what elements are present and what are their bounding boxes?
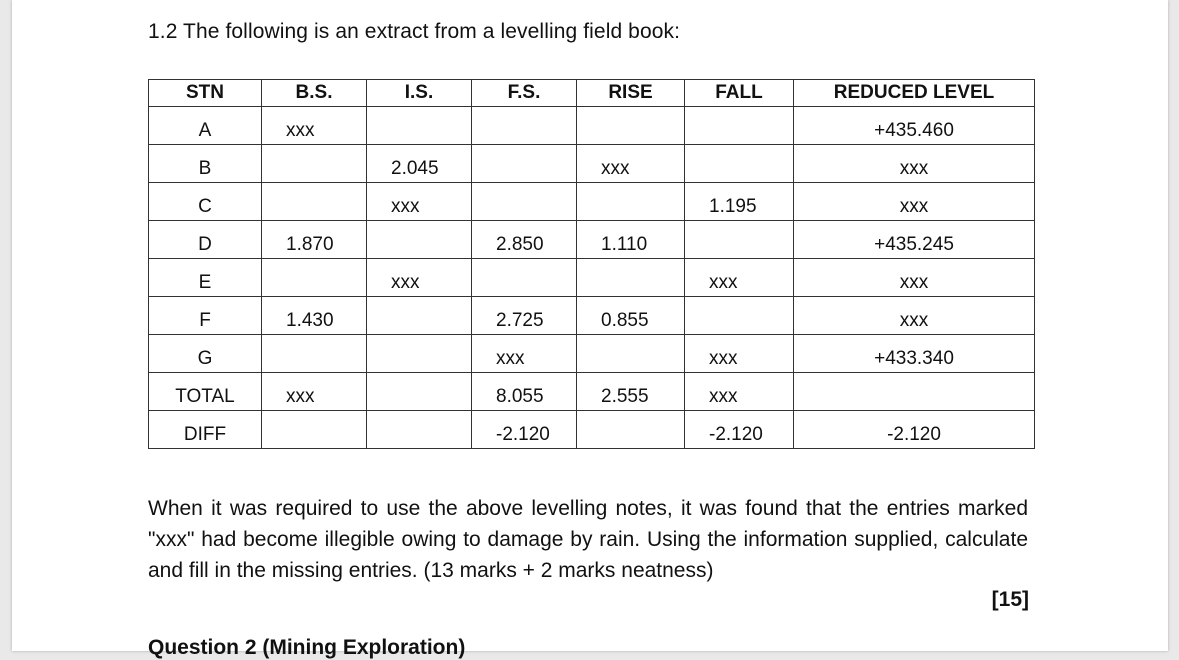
cell-stn: DIFF bbox=[149, 411, 262, 449]
header-rise: RISE bbox=[577, 80, 685, 107]
table-row-diff bbox=[149, 411, 1035, 449]
next-question-heading: Question 2 (Mining Exploration) bbox=[148, 636, 466, 659]
cell-stn: TOTAL bbox=[149, 373, 262, 411]
table-row bbox=[149, 335, 1035, 373]
cell-reduced-level: xxx bbox=[794, 259, 1035, 297]
cell-fs: 2.725 bbox=[472, 297, 577, 335]
table-row bbox=[149, 297, 1035, 335]
cell-bs bbox=[262, 183, 367, 221]
table-row bbox=[149, 259, 1035, 297]
cell-rise bbox=[577, 259, 685, 297]
cell-stn: A bbox=[149, 107, 262, 145]
cell-rise: 2.555 bbox=[577, 373, 685, 411]
cell-reduced-level: +435.460 bbox=[794, 107, 1035, 145]
cell-fs: xxx bbox=[472, 335, 577, 373]
cell-fs: -2.120 bbox=[472, 411, 577, 449]
cell-stn: B bbox=[149, 145, 262, 183]
header-stn: STN bbox=[149, 80, 262, 107]
cell-fall: xxx bbox=[685, 373, 794, 411]
cell-reduced-level bbox=[794, 373, 1035, 411]
cell-stn: D bbox=[149, 221, 262, 259]
cell-fall bbox=[685, 297, 794, 335]
header-is: I.S. bbox=[367, 80, 472, 107]
instructions-paragraph: When it was required to use the above levelling notes, it was found that the entries marked "xxx" had become illegible owing to damage by rain. Using the information supplied, calculate and fill in the missing entries. (13 marks + 2 marks neatness) bbox=[148, 497, 1028, 582]
cell-rise: 0.855 bbox=[577, 297, 685, 335]
cell-rise bbox=[577, 411, 685, 449]
cell-fall bbox=[685, 221, 794, 259]
levelling-field-book-table bbox=[148, 79, 1035, 449]
cell-bs: 1.870 bbox=[262, 221, 367, 259]
cell-fs bbox=[472, 259, 577, 297]
cell-rise bbox=[577, 335, 685, 373]
cell-is bbox=[367, 411, 472, 449]
cell-is bbox=[367, 335, 472, 373]
cell-fall: -2.120 bbox=[685, 411, 794, 449]
cell-reduced-level: xxx bbox=[794, 297, 1035, 335]
cell-fs: 8.055 bbox=[472, 373, 577, 411]
header-reduced-level: REDUCED LEVEL bbox=[794, 80, 1035, 107]
cell-stn: C bbox=[149, 183, 262, 221]
table-row bbox=[149, 107, 1035, 145]
document-page bbox=[12, 0, 1168, 659]
cell-bs: 1.430 bbox=[262, 297, 367, 335]
cell-reduced-level: +433.340 bbox=[794, 335, 1035, 373]
cell-rise: 1.110 bbox=[577, 221, 685, 259]
cell-rise bbox=[577, 107, 685, 145]
cell-is bbox=[367, 107, 472, 145]
cell-fs bbox=[472, 145, 577, 183]
table-header-row bbox=[149, 80, 1035, 107]
cell-fall bbox=[685, 107, 794, 145]
cell-stn: F bbox=[149, 297, 262, 335]
table-row bbox=[149, 221, 1035, 259]
cell-reduced-level: xxx bbox=[794, 183, 1035, 221]
cell-reduced-level: xxx bbox=[794, 145, 1035, 183]
header-fs: F.S. bbox=[472, 80, 577, 107]
cell-is bbox=[367, 221, 472, 259]
table-row bbox=[149, 183, 1035, 221]
cell-bs bbox=[262, 145, 367, 183]
cell-reduced-level: +435.245 bbox=[794, 221, 1035, 259]
header-bs: B.S. bbox=[262, 80, 367, 107]
cell-bs bbox=[262, 411, 367, 449]
table-row-total bbox=[149, 373, 1035, 411]
table-row bbox=[149, 145, 1035, 183]
cell-fs bbox=[472, 107, 577, 145]
cell-rise bbox=[577, 183, 685, 221]
cell-bs bbox=[262, 335, 367, 373]
cell-bs bbox=[262, 259, 367, 297]
cell-is: 2.045 bbox=[367, 145, 472, 183]
cell-is bbox=[367, 297, 472, 335]
cell-fs bbox=[472, 183, 577, 221]
header-fall: FALL bbox=[685, 80, 794, 107]
cell-bs: xxx bbox=[262, 373, 367, 411]
cell-fall: xxx bbox=[685, 259, 794, 297]
cell-is bbox=[367, 373, 472, 411]
cell-bs: xxx bbox=[262, 107, 367, 145]
cell-fall bbox=[685, 145, 794, 183]
cell-fall: 1.195 bbox=[685, 183, 794, 221]
cell-stn: G bbox=[149, 335, 262, 373]
cell-rise: xxx bbox=[577, 145, 685, 183]
cell-is: xxx bbox=[367, 259, 472, 297]
question-heading: 1.2 The following is an extract from a levelling field book: bbox=[148, 20, 681, 43]
cell-stn: E bbox=[149, 259, 262, 297]
cell-fs: 2.850 bbox=[472, 221, 577, 259]
cell-is: xxx bbox=[367, 183, 472, 221]
cell-reduced-level: -2.120 bbox=[794, 411, 1035, 449]
cell-fall: xxx bbox=[685, 335, 794, 373]
marks-total: [15] bbox=[991, 588, 1029, 611]
